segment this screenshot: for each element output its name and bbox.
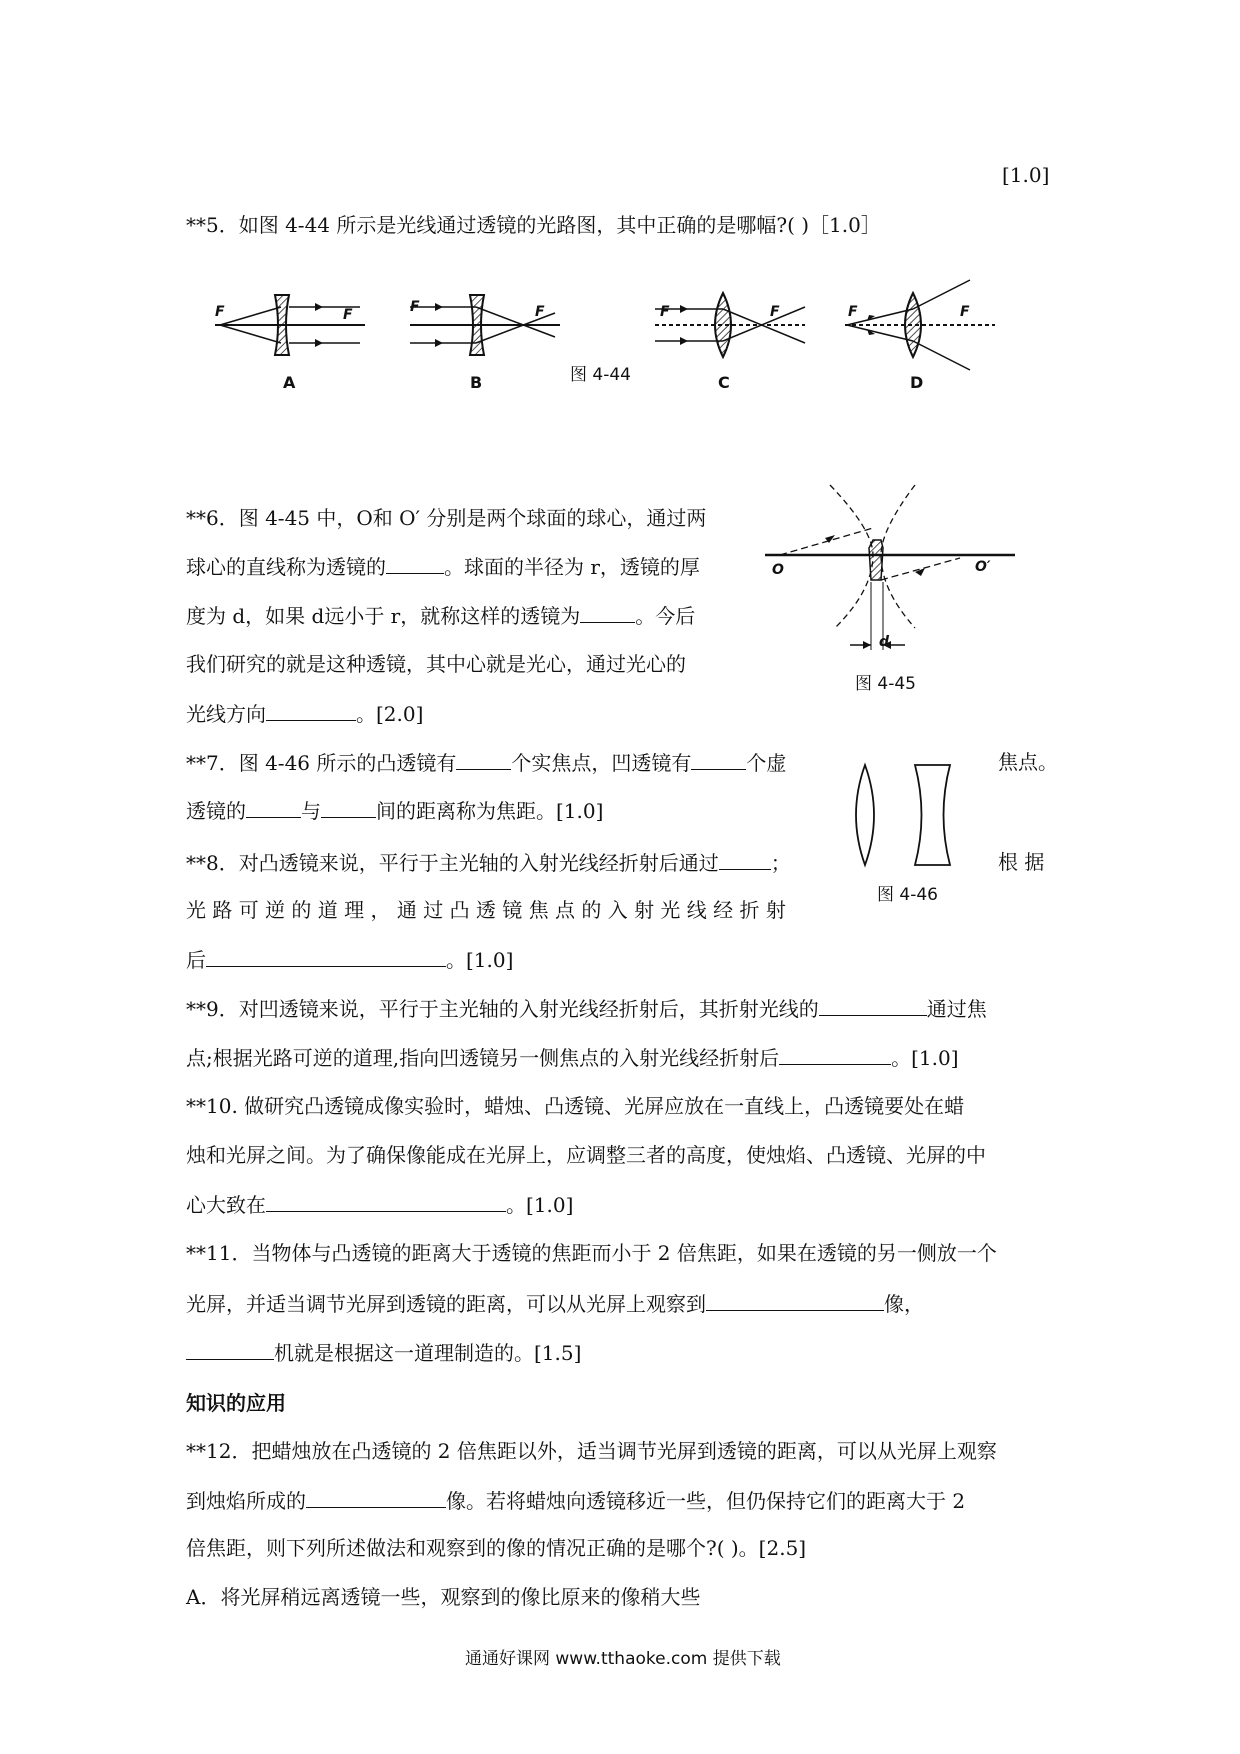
q9-line-1-a: **9．对凹透镜来说，平行于主光轴的入射光线经折射后，其折射光线的 (186, 997, 819, 1021)
q8-line-1-end: 根 据 (998, 850, 1045, 874)
diagram-d (845, 275, 1005, 375)
q5-text: **5．如图 4-44 所示是光线通过透镜的光路图，其中正确的是哪幅?( )［1.0］ (186, 213, 881, 237)
diagram-a-f-right: F (343, 307, 353, 323)
q9-line-1 (186, 998, 987, 1019)
q7-line-1-c: 个虚 (746, 751, 787, 775)
q6-line-4: 我们研究的就是这种透镜，其中心就是光心，通过光心的 (186, 652, 686, 676)
q8-line-1 (186, 852, 791, 873)
q12-line-1: **12．把蜡烛放在凸透镜的 2 倍焦距以外，适当调节光屏到透镜的距离，可以从光屏上观察 (186, 1439, 997, 1463)
q6-line-5-a: 光线方向 (186, 702, 266, 726)
diagram-a (215, 285, 375, 365)
q9-line-2-b: 。[1.0] (891, 1046, 959, 1070)
q7-blank-2[interactable] (691, 752, 746, 770)
q8-line-1-a: **8．对凸透镜来说，平行于主光轴的入射光线经折射后通过 (186, 851, 719, 875)
q6-line-2 (186, 556, 700, 577)
q8-line-2: 光 路 可 逆 的 道 理 ， 通 过 凸 透 镜 焦 点 的 入 射 光 线 经 折 射 (186, 898, 786, 922)
q6-line-3 (186, 605, 695, 626)
q7-line-2-a: 透镜的 (186, 799, 246, 823)
q11-line-3-text: 机就是根据这一道理制造的。[1.5] (274, 1341, 582, 1365)
q9-line-2-a: 点;根据光路可逆的道理,指向凹透镜另一侧焦点的入射光线经折射后 (186, 1046, 780, 1070)
q8-line-3 (186, 949, 513, 970)
q11-line-2 (186, 1293, 924, 1314)
diagram-c (655, 285, 815, 365)
q7-line-1-b: 个实焦点，凹透镜有 (511, 751, 692, 775)
diagram-d-label: D (910, 373, 924, 392)
q6-line-5-b: 。[2.0] (356, 702, 424, 726)
q7-line-2-c: 间的距离称为焦距。[1.0] (376, 799, 604, 823)
q8-blank-1[interactable] (719, 852, 771, 870)
q12-option-a: A．将光屏稍远离透镜一些，观察到的像比原来的像稍大些 (186, 1585, 701, 1609)
diagram-b (410, 285, 570, 365)
q10-line-3 (186, 1194, 573, 1215)
diagram-c-label: C (718, 373, 730, 392)
q12-line-2-b: 像。若将蜡烛向透镜移近一些，但仍保持它们的距离大于 2 (446, 1489, 966, 1513)
q11-blank-1[interactable] (706, 1293, 884, 1311)
q7-line-1 (186, 752, 786, 773)
q6-blank-3[interactable] (266, 703, 356, 721)
q12-line-2-a: 到烛焰所成的 (186, 1489, 306, 1513)
q7-blank-4[interactable] (321, 800, 376, 818)
q10-line-2: 烛和光屏之间。为了确保像能成在光屏上，应调整三者的高度，使烛焰、凸透镜、光屏的中 (186, 1143, 986, 1167)
q11-line-1: **11．当物体与凸透镜的距离大于透镜的焦距而小于 2 倍焦距，如果在透镜的另一侧放一个 (186, 1241, 997, 1265)
q7-line-2-b: 与 (301, 799, 321, 823)
q7-blank-3[interactable] (246, 800, 301, 818)
q11-line-2-b: 像， (884, 1292, 924, 1316)
q6-line-3-b: 。今后 (635, 604, 696, 628)
q9-blank-2[interactable] (779, 1047, 891, 1065)
q7-line-2 (186, 800, 603, 821)
q11-line-2-a: 光屏，并适当调节光屏到透镜的距离，可以从光屏上观察到 (186, 1292, 706, 1316)
section-heading: 知识的应用 (186, 1391, 286, 1415)
footer: 通通好课网 www.tthaoke.com 提供下载 (465, 1649, 781, 1669)
q12-line-2 (186, 1490, 965, 1511)
q6-line-1: **6．图 4-45 中，O和 O′ 分别是两个球面的球心，通过两 (186, 506, 707, 530)
diagram-a-label: A (283, 373, 296, 392)
q6-line-2-b: 。球面的半径为 r，透镜的厚 (444, 555, 700, 579)
diagram-b-label: B (470, 373, 483, 392)
figure-4-45-d: d (879, 634, 890, 650)
q4-score: [1.0] (1002, 163, 1050, 187)
q6-blank-2[interactable] (580, 605, 635, 623)
q12-blank-1[interactable] (306, 1490, 446, 1508)
q11-blank-2[interactable] (186, 1342, 274, 1360)
q7-line-1-end: 焦点。 (998, 750, 1058, 774)
q11-line-3 (186, 1342, 581, 1363)
diagram-a-f-left: F (215, 304, 225, 320)
diagram-c-f-left: F (660, 304, 670, 320)
diagram-b-f-right: F (535, 304, 545, 320)
q6-line-2-a: 球心的直线称为透镜的 (186, 555, 386, 579)
q10-blank-1[interactable] (266, 1194, 506, 1212)
diagram-d-f-left: F (848, 304, 858, 320)
figure-4-46-caption: 图 4-46 (877, 885, 938, 905)
figure-4-45-caption: 图 4-45 (855, 674, 916, 694)
q9-blank-1[interactable] (819, 998, 927, 1016)
figure-4-45-o-prime: O′ (975, 559, 991, 575)
figure-4-46 (845, 760, 965, 870)
q10-line-3-a: 心大致在 (186, 1193, 266, 1217)
q8-line-3-a: 后 (186, 948, 206, 972)
q10-line-3-b: 。[1.0] (506, 1193, 574, 1217)
q7-line-1-a: **7．图 4-46 所示的凸透镜有 (186, 751, 457, 775)
q6-line-3-a: 度为 d，如果 d远小于 r，就称这样的透镜为 (186, 604, 581, 628)
figure-4-45-o: O (772, 562, 784, 578)
q9-line-1-b: 通过焦 (926, 997, 987, 1021)
q6-line-5 (186, 703, 423, 724)
q7-blank-1[interactable] (456, 752, 511, 770)
figure-4-44-caption: 图 4-44 (570, 365, 631, 385)
q8-line-1-b: ； (770, 851, 791, 875)
q10-line-1: **10. 做研究凸透镜成像实验时，蜡烛、凸透镜、光屏应放在一直线上，凸透镜要处在蜡 (186, 1094, 965, 1118)
q9-line-2 (186, 1047, 959, 1068)
diagram-c-f-right: F (770, 304, 780, 320)
q12-line-3: 倍焦距，则下列所述做法和观察到的像的情况正确的是哪个?( )。[2.5] (186, 1536, 807, 1560)
q8-blank-2[interactable] (206, 949, 446, 967)
diagram-d-f-right: F (960, 304, 970, 320)
q6-blank-1[interactable] (386, 556, 444, 574)
diagram-b-f-left: F (410, 299, 420, 315)
q8-line-3-b: 。[1.0] (446, 948, 514, 972)
